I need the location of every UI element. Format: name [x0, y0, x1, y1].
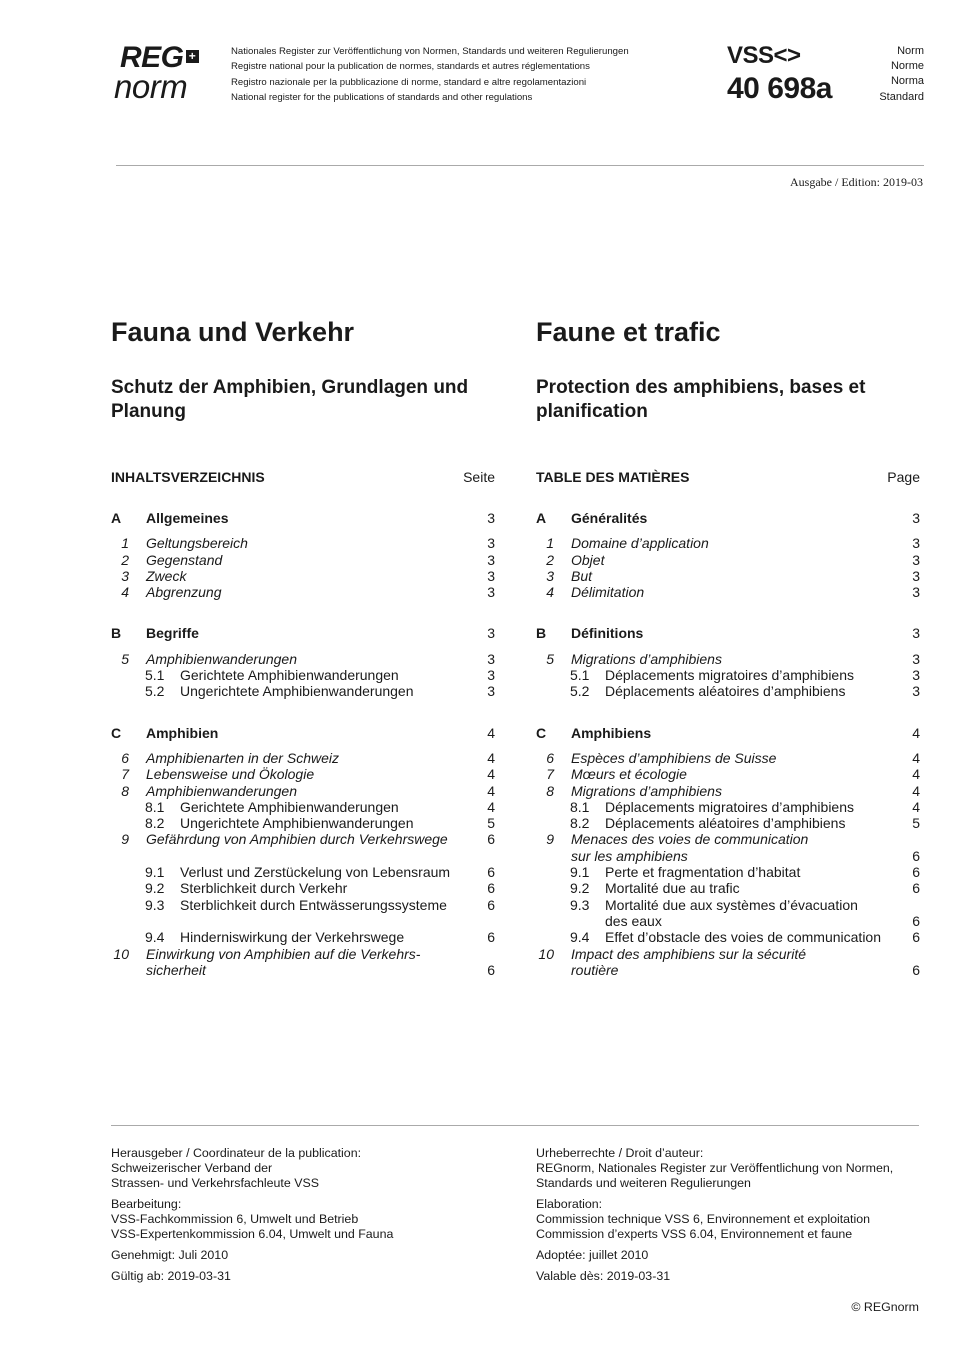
entry-text: Migrations d’amphibiens — [571, 650, 722, 667]
footer-line: REGnorm, Nationales Register zur Veröffentlichung von Normen, — [536, 1161, 894, 1175]
entry-text: Gefährdung von Amphibien durch Verkehrswege — [146, 831, 448, 848]
section-spacer — [111, 741, 495, 750]
section-page: 3 — [487, 625, 495, 642]
toc-entry — [111, 946, 495, 962]
footer-block — [536, 1197, 936, 1242]
entry-number: 1 — [546, 535, 554, 552]
entry-page: 6 — [487, 896, 495, 913]
footer-line: Urheberrechte / Droit d’auteur: — [536, 1146, 704, 1160]
section-letter: C — [111, 724, 122, 741]
entry-number: 10 — [538, 945, 554, 962]
entry-text: Délimitation — [571, 584, 645, 601]
blank-line — [111, 848, 495, 864]
register-description — [231, 44, 629, 106]
toc-entry — [536, 799, 920, 815]
entry-page: 3 — [912, 683, 920, 700]
entry-text: Gegenstand — [146, 551, 223, 568]
entry-number: 9 — [546, 831, 554, 848]
entry-number: 8.2 — [570, 815, 590, 832]
entry-text: Déplacements migratoires d’amphibiens — [605, 667, 855, 684]
register-line: Nationales Register zur Veröffentlichung von Normen, Standards und weiteren Regulierungen — [231, 46, 629, 57]
section-letter: A — [536, 510, 547, 526]
toc-entry — [536, 897, 920, 913]
toc-entry — [111, 799, 495, 815]
subtitle-fr: Protection des amphibiens, bases et planification — [536, 377, 866, 422]
footer-block — [536, 1146, 936, 1191]
standard-type: Standard — [879, 90, 924, 103]
standard-types — [879, 44, 924, 105]
entry-text: Verlust und Zerstückelung von Lebensraum — [180, 864, 451, 881]
toc-entry — [111, 815, 495, 831]
section-title: Généralités — [571, 510, 648, 526]
register-line: Registre national pour la publication de normes, standards et autres réglementations — [231, 61, 590, 73]
entry-number: 8 — [121, 782, 129, 799]
toc-entry — [111, 667, 495, 683]
entry-text: Migrations d’amphibiens — [571, 782, 722, 799]
footer-line: Gültig ab: 2019-03-31 — [111, 1269, 231, 1283]
entry-page: 3 — [487, 683, 495, 700]
toc-entry — [536, 750, 920, 766]
standard-type: Norm — [897, 45, 924, 57]
entry-number: 5.1 — [145, 667, 165, 684]
toc-entry — [536, 864, 920, 880]
toc-section-row — [111, 625, 495, 641]
toc-entry — [111, 535, 495, 551]
toc-entry — [111, 552, 495, 568]
toc-entry — [536, 584, 920, 600]
entry-page: 3 — [912, 650, 920, 667]
footer-line: Standards und weiteren Regulierungen — [536, 1176, 751, 1190]
section-page: 3 — [487, 510, 495, 526]
entry-text: Einwirkung von Amphibien auf die Verkehrs- — [146, 945, 421, 962]
entry-text: Abgrenzung — [146, 584, 222, 601]
entry-number: 9.4 — [570, 929, 590, 946]
footer-line: Schweizerischer Verband der — [111, 1161, 273, 1175]
title-fr: Faune et trafic — [536, 317, 721, 347]
toc-entry — [536, 667, 920, 683]
toc-entry — [111, 683, 495, 699]
toc-entry — [111, 962, 495, 978]
footer-block — [111, 1146, 511, 1191]
section-letter: B — [536, 625, 547, 642]
footer-line: VSS-Expertenkommission 6.04, Umwelt und Fauna — [111, 1227, 394, 1241]
entry-text: Déplacements migratoires d’amphibiens — [605, 798, 855, 815]
entry-text: Mortalité due au trafic — [605, 880, 740, 897]
entry-number: 9 — [121, 831, 129, 848]
footer-divider — [111, 1125, 919, 1126]
entry-text: Mortalité due aux systèmes d’évacuation — [605, 896, 858, 913]
toc-entry — [536, 913, 920, 929]
footer-line: Valable dès: 2019-03-31 — [536, 1269, 671, 1283]
entry-text: routière — [571, 961, 619, 978]
edition-date: Ausgabe / Edition: 2019-03 — [790, 175, 923, 189]
section-page: 3 — [912, 510, 920, 526]
toc-entry — [111, 584, 495, 600]
entry-text: Gerichtete Amphibienwanderungen — [180, 667, 399, 684]
entry-text: Amphibienwanderungen — [146, 782, 297, 799]
section-letter: B — [111, 625, 122, 642]
entry-number: 2 — [121, 551, 129, 568]
entry-page: 4 — [912, 798, 920, 815]
entry-page: 6 — [487, 929, 495, 946]
register-line: Registro nazionale per la pubblicazione di norme, standard e altre regolamentazioni — [231, 76, 587, 88]
toc-entry — [111, 929, 495, 945]
toc-entry — [536, 651, 920, 667]
entry-text: Impact des amphibiens sur la sécurité — [571, 945, 806, 962]
toc-section-row — [111, 725, 495, 741]
footer-line: Commission technique VSS 6, Environnement et exploitation — [536, 1212, 871, 1226]
entry-text: Déplacements aléatoires d’amphibiens — [605, 683, 846, 700]
section-spacer — [536, 642, 920, 651]
entry-text: Ungerichtete Amphibienwanderungen — [180, 815, 414, 832]
entry-page: 3 — [912, 584, 920, 601]
entry-number: 5.2 — [145, 683, 165, 700]
entry-page: 3 — [487, 567, 495, 584]
toc-entry — [536, 831, 920, 847]
toc-entry — [111, 783, 495, 799]
toc-entry — [111, 880, 495, 896]
section-title: Amphibien — [146, 724, 219, 741]
entry-text: Mœurs et écologie — [571, 766, 687, 783]
footer-right — [536, 1146, 936, 1290]
regnorm-logo-norm: norm — [114, 68, 188, 105]
vss-logo: VSS<> — [727, 42, 801, 69]
standard-type: Norma — [890, 75, 924, 88]
toc-header — [111, 469, 495, 486]
entry-number: 7 — [121, 766, 129, 783]
entry-page: 6 — [912, 961, 920, 978]
entry-page: 6 — [487, 961, 495, 978]
entry-number: 5 — [121, 650, 129, 667]
entry-number: 9.1 — [145, 864, 165, 881]
toc-entry — [111, 568, 495, 584]
entry-text: But — [571, 567, 593, 584]
toc-title: TABLE DES MATIÈRES — [536, 469, 690, 485]
entry-page: 3 — [912, 667, 920, 684]
footer-line: Adoptée: juillet 2010 — [536, 1248, 649, 1262]
entry-text: Ungerichtete Amphibienwanderungen — [180, 683, 414, 700]
entry-page: 3 — [912, 567, 920, 584]
entry-page: 6 — [487, 880, 495, 897]
entry-text: Amphibienwanderungen — [146, 650, 297, 667]
entry-number: 2 — [546, 551, 554, 568]
entry-number: 8 — [546, 782, 554, 799]
toc-entry — [536, 962, 920, 978]
entry-page: 3 — [487, 650, 495, 667]
section-gap — [536, 600, 920, 625]
toc-entry — [111, 750, 495, 766]
entry-number: 6 — [121, 749, 129, 766]
section-page: 4 — [487, 724, 495, 741]
toc-section-row — [536, 510, 920, 526]
header-divider — [116, 165, 924, 166]
section-gap — [111, 700, 495, 725]
entry-text: Hinderniswirkung der Verkehrswege — [180, 929, 405, 946]
entry-number: 4 — [546, 584, 554, 601]
toc-entry — [111, 864, 495, 880]
section-page: 3 — [912, 625, 920, 642]
footer-block — [111, 1197, 511, 1242]
toc-entry — [536, 552, 920, 568]
section-gap — [111, 600, 495, 625]
subtitle-de: Schutz der Amphibien, Grundlagen und Planung — [111, 377, 469, 422]
entry-text: Effet d’obstacle des voies de communication — [605, 929, 882, 946]
toc-entry — [111, 766, 495, 782]
toc-entry — [111, 651, 495, 667]
entry-page: 6 — [487, 864, 495, 881]
entry-number: 9.3 — [145, 896, 165, 913]
entry-page: 3 — [912, 551, 920, 568]
toc-title: INHALTSVERZEICHNIS — [111, 469, 265, 485]
entry-page: 3 — [487, 667, 495, 684]
footer-block — [111, 1248, 511, 1263]
entry-number: 9.2 — [570, 880, 590, 897]
toc-entry — [536, 815, 920, 831]
entry-page: 6 — [487, 831, 495, 848]
entry-number: 5 — [546, 650, 554, 667]
toc-page-label: Page — [887, 469, 920, 485]
footer-line: Genehmigt: Juli 2010 — [111, 1248, 229, 1262]
toc-de — [111, 469, 495, 978]
toc-entry — [111, 831, 495, 847]
footer-line: VSS-Fachkommission 6, Umwelt und Betrieb — [111, 1212, 359, 1226]
toc-entry — [536, 880, 920, 896]
entry-page: 6 — [912, 880, 920, 897]
entry-page: 4 — [487, 782, 495, 799]
entry-page: 3 — [487, 551, 495, 568]
register-line: National register for the publications of standards and other regulations — [231, 92, 533, 104]
entry-number: 8.1 — [145, 798, 165, 815]
entry-number: 6 — [546, 749, 554, 766]
footer-block — [536, 1248, 936, 1263]
entry-page: 3 — [487, 535, 495, 552]
entry-page: 3 — [487, 584, 495, 601]
footer-line: Strassen- und Verkehrsfachleute VSS — [111, 1176, 320, 1190]
entry-page: 4 — [912, 749, 920, 766]
entry-number: 9.4 — [145, 929, 165, 946]
entry-page: 4 — [912, 782, 920, 799]
entry-text: Domaine d’application — [571, 535, 709, 552]
standard-type: Norme — [890, 60, 924, 73]
entry-page: 6 — [912, 864, 920, 881]
copyright: © REGnorm — [851, 1300, 919, 1314]
entry-number: 3 — [546, 567, 554, 584]
entry-page: 4 — [487, 798, 495, 815]
footer-block — [111, 1269, 511, 1284]
footer-left — [111, 1146, 511, 1290]
entry-number: 7 — [546, 766, 554, 783]
standard-number: 40 698a — [727, 72, 832, 105]
entry-number: 9.2 — [145, 880, 165, 897]
entry-text: des eaux — [605, 912, 662, 929]
entry-page: 3 — [912, 535, 920, 552]
entry-text: Lebensweise und Ökologie — [146, 766, 315, 783]
entry-number: 4 — [121, 584, 129, 601]
section-letter: C — [536, 724, 547, 741]
entry-text: Gerichtete Amphibienwanderungen — [180, 798, 399, 815]
entry-text: sur les amphibiens — [571, 847, 688, 864]
section-spacer — [111, 526, 495, 535]
entry-page: 4 — [487, 749, 495, 766]
entry-page: 5 — [487, 815, 495, 832]
entry-text: Geltungsbereich — [146, 535, 248, 552]
toc-entry — [536, 783, 920, 799]
footer-line: Commission d’experts VSS 6.04, Environnement et faune — [536, 1227, 853, 1241]
section-letter: A — [111, 510, 122, 526]
entry-number: 3 — [121, 567, 129, 584]
entry-page: 6 — [912, 912, 920, 929]
entry-number: 9.1 — [570, 864, 590, 881]
regnorm-logo-reg: REG + — [120, 43, 199, 73]
entry-text: Objet — [571, 551, 605, 568]
section-title: Définitions — [571, 625, 644, 642]
section-spacer — [536, 526, 920, 535]
entry-page: 6 — [912, 847, 920, 864]
footer-block — [536, 1269, 936, 1284]
title-de: Fauna und Verkehr — [111, 317, 355, 347]
entry-page: 4 — [487, 766, 495, 783]
entry-number: 10 — [113, 945, 129, 962]
section-title: Amphibiens — [571, 724, 652, 741]
section-page: 4 — [912, 724, 920, 741]
entry-text: Sterblichkeit durch Verkehr — [180, 880, 348, 897]
entry-text: Sterblichkeit durch Entwässerungssysteme — [180, 896, 447, 913]
entry-text: Perte et fragmentation d’habitat — [605, 864, 801, 881]
toc-entry — [536, 535, 920, 551]
toc-entry — [111, 897, 495, 913]
entry-number: 9.3 — [570, 896, 590, 913]
entry-text: sicherheit — [146, 961, 206, 978]
toc-entry — [536, 683, 920, 699]
entry-number: 1 — [121, 535, 129, 552]
toc-section-row — [111, 510, 495, 526]
toc-page-label: Seite — [463, 469, 495, 485]
toc-fr — [536, 469, 920, 978]
blank-line — [111, 913, 495, 929]
section-title: Allgemeines — [146, 510, 229, 526]
section-spacer — [111, 642, 495, 651]
toc-section-row — [536, 625, 920, 641]
entry-text: Amphibienarten in der Schweiz — [146, 749, 339, 766]
toc-entry — [536, 946, 920, 962]
section-title: Begriffe — [146, 625, 199, 642]
entry-page: 5 — [912, 815, 920, 832]
entry-number: 8.2 — [145, 815, 165, 832]
toc-entry — [536, 848, 920, 864]
entry-text: Menaces des voies de communication — [571, 831, 809, 848]
entry-page: 6 — [912, 929, 920, 946]
toc-header — [536, 469, 920, 486]
entry-text: Zweck — [146, 567, 187, 584]
toc-section-row — [536, 725, 920, 741]
entry-number: 5.1 — [570, 667, 590, 684]
entry-text: Espèces d’amphibiens de Suisse — [571, 749, 777, 766]
section-spacer — [536, 741, 920, 750]
section-gap — [536, 700, 920, 725]
footer-line: Elaboration: — [536, 1197, 603, 1211]
toc-entry — [536, 568, 920, 584]
footer-line: Herausgeber / Coordinateur de la publication: — [111, 1146, 362, 1160]
entry-page: 4 — [912, 766, 920, 783]
toc-entry — [536, 766, 920, 782]
footer-line: Bearbeitung: — [111, 1197, 182, 1211]
entry-text: Déplacements aléatoires d’amphibiens — [605, 815, 846, 832]
toc-entry — [536, 929, 920, 945]
swiss-cross-icon: + — [186, 50, 199, 63]
entry-number: 5.2 — [570, 683, 590, 700]
entry-number: 8.1 — [570, 798, 590, 815]
